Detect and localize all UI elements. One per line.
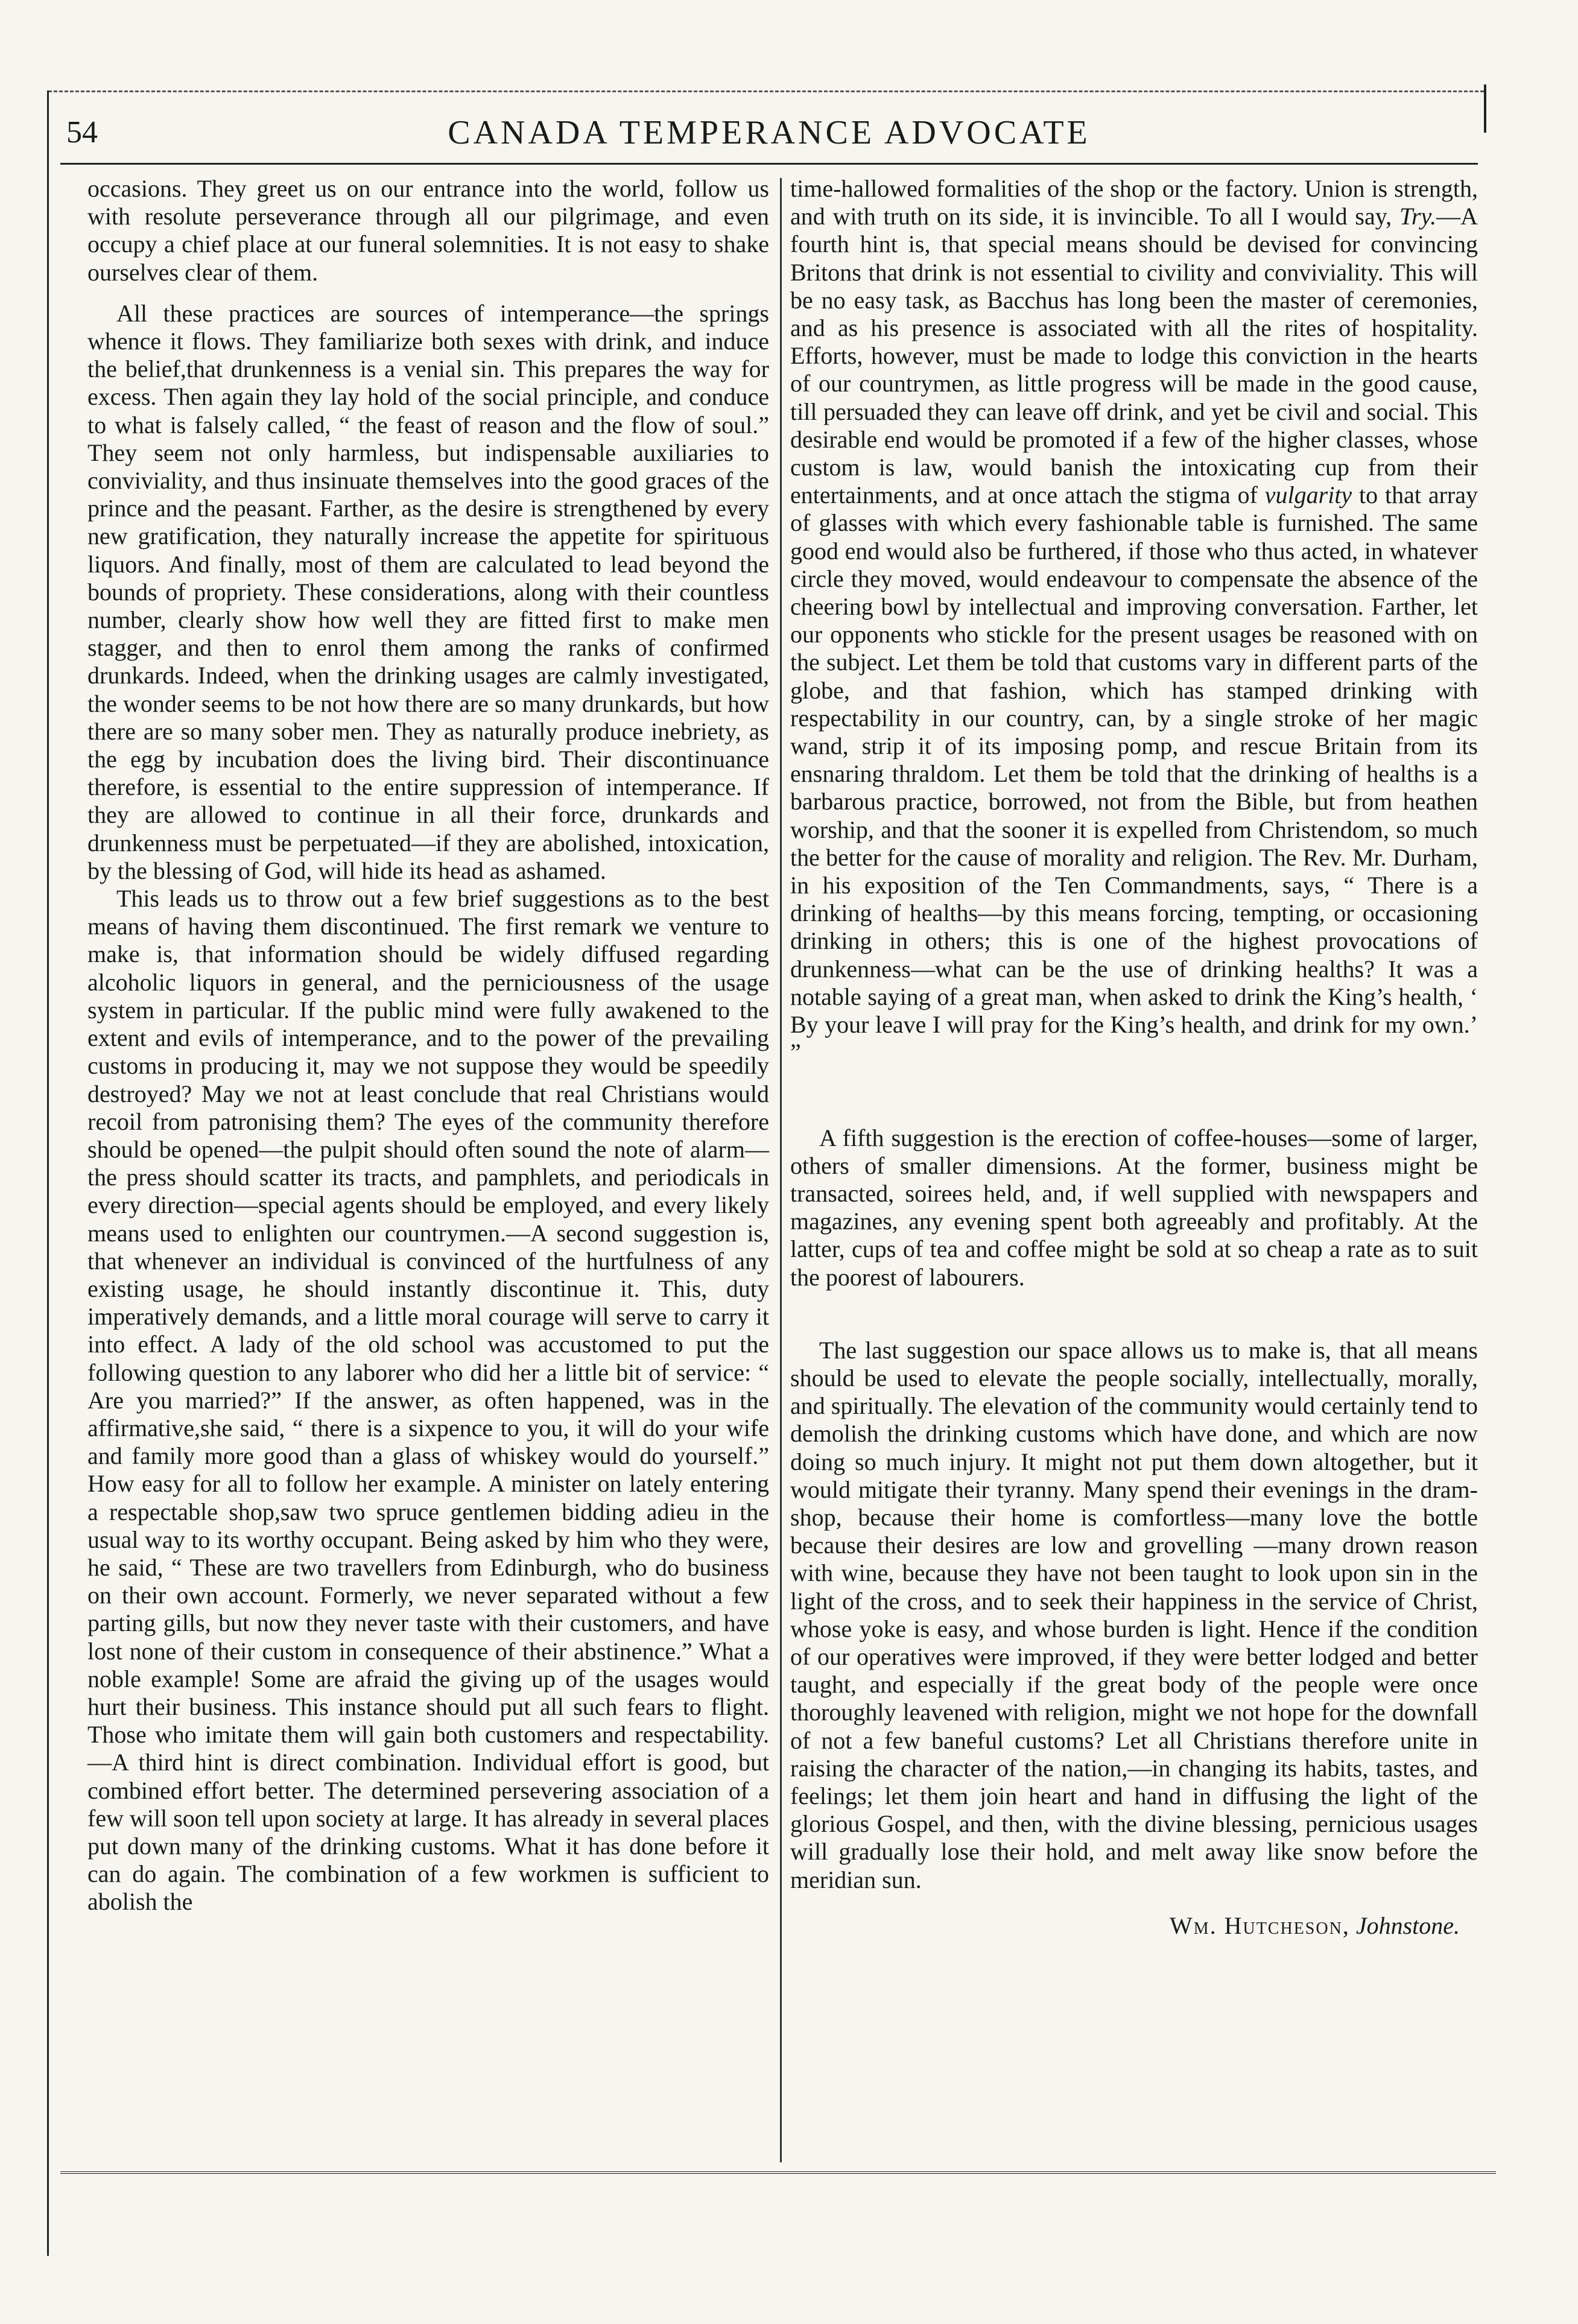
header-rule <box>60 163 1478 165</box>
left-paragraph-2: All these practices are sources of intemperance—the springs whence it flows. They familiarize both sexes with drink, and induce the belief,that drunkenness is a venial sin. This prepares the way for excess. Then again they lay hold of the social principle, and conduce to what is falsely called, “ the feast of reason and the flow of soul.” They seem not only harmless, but indispensable auxiliaries to conviviality, and thus insinuate themselves into the good graces of the prince and the peasant. Farther, as the desire is strengthened by every new gratification, they naturally increase the appetite for spirituous liquors. And finally, most of them are calculated to lead beyond the bounds of propriety. These considerations, along with their countless number, clearly show how well they are fitted first to make men stagger, and then to enrol them among the ranks of confirmed drunkards. Indeed, when the drinking usages are calmly investigated, the wonder seems to be not how there are so many drunkards, but how there are so many sober men. They as naturally produce inebriety, as the egg by incubation does the living bird. Their discontinuance therefore, is essential to the entire suppression of intemperance. If they are allowed to continue in all their force, drunkards and drunkenness must be perpetuated—if they are abolished, intoxication, by the blessing of God, will hide its head as ashamed. <box>87 299 769 884</box>
right-paragraph-1-part-c: to that array of glasses with which every fashionable table is furnished. The same good end would also be furthered, if those who thus acted, in whatever circle they moved, would endeavour to compensate the absence of the cheering bowl by intellectual and improving conversation. Farther, let our opponents who stickle for the present usages be reasoned with on the subject. Let them be told that customs vary in different parts of the globe, and that fashion, which has stamped drinking with respectability in our country, can, by a single stroke of her magic wand, strip it of its imposing pomp, and rescue Britain from its ensnaring thraldom. Let them be told that the drinking of healths is a barbarous practice, borrowed, not from the Bible, but from heathen worship, and that the sooner it is expelled from Christendom, so much the better for the cause of morality and religion. The Rev. Mr. Durham, in his exposition of the Ten Commandments, says, “ There is a drinking of healths—by this means forcing, tempting, or occasioning drinking in others; this is one of the highest provocations of drunkenness—what can be the use of drinking healths? It was a notable saying of a great man, when asked to drink the King’s health, ‘ By your leave I will pray for the King’s health, and drink for my own.’ ” <box>790 481 1478 1066</box>
bottom-border-rule <box>60 2171 1496 2174</box>
right-paragraph-1-part-a: time-hallowed formalities of the shop or the factory. Union is strength, and with truth on its side, it is invincible. To all I would say, <box>790 175 1478 230</box>
page-header <box>60 109 1478 157</box>
right-paragraph-1 <box>790 175 1478 1067</box>
left-paragraph-1: occasions. They greet us on our entrance into the world, follow us with resolute perseverance through all our pilgrimage, and even occupy a chief place at our funeral solemnities. It is not easy to shake ourselves clear of them. <box>87 175 769 286</box>
right-column <box>790 175 1478 1940</box>
right-paragraph-2: A fifth suggestion is the erection of coffee-houses—some of larger, others of smaller dimensions. At the former, business might be transacted, soirees held, and, if well supplied with newspapers and magazines, any evening spent both agreeably and profitably. At the latter, cups of tea and coffee might be sold at so cheap a rate as to suit the poorest of labourers. <box>790 1124 1478 1291</box>
emphasis-try: Try. <box>1399 203 1437 230</box>
left-column <box>87 175 769 1916</box>
right-paragraph-3: The last suggestion our space allows us to make is, that all means should be used to elevate the people socially, intellectually, morally, and spiritually. The elevation of the community would certainly tend to demolish the drinking customs which have done, and which are now doing so much injury. It might not put them down altogether, but it would mitigate their tyranny. Many spend their evenings in the dram-shop, because their home is comfortless—many love the bottle because their desires are low and grovelling —many drown reason with wine, because they have not been taught to look upon sin in the light of the cross, and to seek their happiness in the service of Christ, whose yoke is easy, and whose burden is light. Hence if the condition of our operatives were improved, if they were better lodged and better taught, and especially if the great body of the people were once thoroughly leavened with religion, might we not hope for the downfall of not a few baneful customs? Let all Christians therefore unite in raising the character of the nation,—in changing its habits, tastes, and feelings; let them join heart and hand in diffusing the light of the glorious Gospel, and then, with the divine blessing, pernicious usages will gradually lose their hold, and melt away like snow before the meridian sun. <box>790 1336 1478 1893</box>
running-title: CANADA TEMPERANCE ADVOCATE <box>448 114 1091 151</box>
signature <box>790 1912 1478 1940</box>
column-divider <box>780 178 782 2162</box>
right-paragraph-1-part-b: —A fourth hint is, that special means should be devised for convincing Britons that drink is not essential to civility and conviviality. This will be no easy task, as Bacchus has long been the master of ceremonies, and as his presence is associated with all the rites of hospitality. Efforts, however, must be made to lodge this conviction in the hearts of our countrymen, as little progress will be made in the good cause, till persuaded they can leave off drink, and yet be civil and social. This desirable end would be promoted if a few of the higher classes, whose custom is law, would banish the intoxicating cup from their entertainments, and at once attach the stigma of <box>790 203 1478 509</box>
page-number: 54 <box>66 115 98 150</box>
emphasis-vulgarity: vulgarity <box>1264 481 1352 509</box>
signature-place: Johnstone. <box>1355 1911 1460 1939</box>
signature-name: Wm. Hutcheson, <box>1169 1911 1350 1939</box>
left-paragraph-3: This leads us to throw out a few brief suggestions as to the best means of having them discontinued. The first remark we venture to make is, that information should be widely diffused regarding alcoholic liquors in general, and the perniciousness of the usage system in particular. If the public mind were fully awakened to the extent and evils of intemperance, and to the power of the prevailing customs in producing it, may we not suppose they would be speedily destroyed? May we not at least conclude that real Christians would recoil from patronising them? The eyes of the community therefore should be opened—the pulpit should often sound the note of alarm—the press should scatter its tracts, and pamphlets, and periodicals in every direction—special agents should be employed, and every likely means used to enlighten our countrymen.—A second suggestion is, that whenever an individual is convinced of the hurtfulness of any existing usage, he should instantly discontinue it. This, duty imperatively demands, and a little moral courage will serve to carry it into effect. A lady of the old school was accustomed to put the following question to any laborer who did her a little bit of service: “ Are you married?” If the answer, as often happened, was in the affirmative,she said, “ there is a sixpence to you, it will do your wife and family more good than a glass of whiskey would do yourself.” How easy for all to follow her example. A minister on lately entering a respectable shop,saw two spruce gentlemen bidding adieu in the usual way to its worthy occupant. Being asked by him who they were, he said, “ These are two travellers from Edinburgh, who do business on their own account. Formerly, we never separated without a few parting gills, but now they never taste with their customers, and have lost none of their custom in consequence of their abstinence.” What a noble example! Some are afraid the giving up of the usages would hurt their business. This instance should put all such fears to flight. Those who imitate them will gain both customers and respectability. —A third hint is direct combination. Individual effort is good, but combined effort better. The determined persevering association of a few will soon tell upon society at large. It has already in several places put down many of the drinking customs. What it has done before it can do again. The combination of a few workmen is sufficient to abolish the <box>87 885 769 1916</box>
